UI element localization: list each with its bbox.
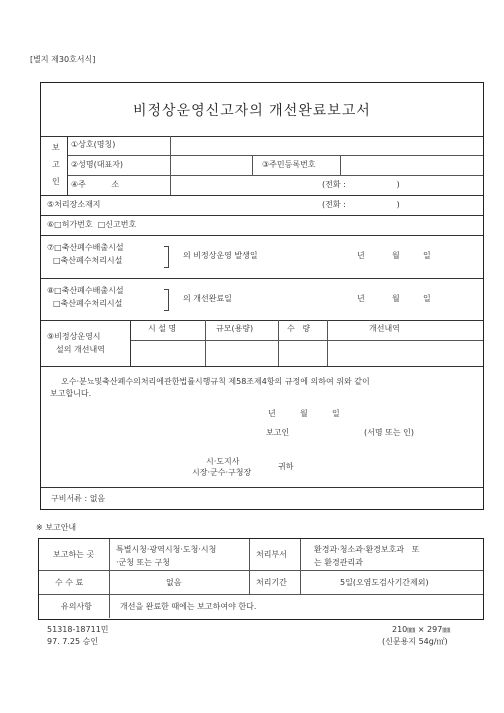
- guide-location-value-1: 특별시청·광역시청·도청·시청: [116, 545, 217, 554]
- footer-code: 51318-18711민: [47, 625, 109, 634]
- statement-line-1: 오수·분뇨및축산폐수의처리에관한법률시행규칙 제58조제4항의 규정에 의하여 위와 같이: [61, 377, 370, 386]
- name-field[interactable]: [171, 156, 251, 174]
- date-day: 일: [332, 409, 340, 418]
- guide-period-label: 처리기간: [256, 578, 287, 587]
- completion-option-1: ⑧□축산폐수배출시설: [47, 286, 124, 295]
- address-phone-label: (전화 : ): [322, 180, 400, 189]
- footer-size: 210㎜ × 297㎜: [392, 625, 451, 634]
- reporter-label-1: 보: [52, 143, 60, 152]
- guide-dept-label: 처리부서: [256, 550, 287, 559]
- occurrence-day: 일: [423, 251, 431, 260]
- occurrence-month: 월: [392, 251, 400, 260]
- trade-name-field[interactable]: [171, 137, 482, 154]
- occurrence-year: 년: [357, 251, 365, 260]
- recipient-line-2: 시장·군수·구청장: [192, 468, 252, 477]
- guide-location-value-2: ·군청 또는 구청: [116, 558, 170, 567]
- improvement-row[interactable]: [131, 341, 482, 365]
- occurrence-option-2: □축산폐수처리시설: [53, 256, 123, 265]
- completion-desc: 의 개선완료일: [183, 294, 232, 303]
- improvement-header-facility: 시 설 명: [148, 324, 177, 333]
- facility-location-label: ⑤처리장소재지: [47, 200, 101, 209]
- guide-location-label: 보고하는 곳: [53, 550, 95, 559]
- improvement-header-details: 개선내역: [369, 324, 400, 333]
- occurrence-desc: 의 비정상운영 발생일: [183, 251, 258, 260]
- footer-approval: 97. 7.25 승인: [47, 637, 99, 646]
- address-label: ④주 소: [71, 180, 120, 189]
- page-title: 비정상운영신고자의 개선완료보고서: [133, 103, 371, 119]
- date-month: 월: [300, 409, 308, 418]
- improvement-header-quantity: 수 량: [287, 324, 311, 333]
- guide-dept-value-1: 환경과·청소과·환경보호과 또: [314, 545, 420, 554]
- date-year: 년: [268, 409, 276, 418]
- statement-line-2: 보고합니다.: [50, 389, 92, 398]
- guide-fee-label: 수 수 료: [55, 578, 84, 587]
- signer-field[interactable]: [300, 425, 358, 439]
- guide-notice-label: 유의사항: [61, 602, 92, 611]
- recipient-suffix: 귀하: [278, 462, 294, 471]
- guide-notice-value: 개선을 완료한 때에는 보고하여야 한다.: [120, 602, 257, 611]
- guide-heading: ※ 보고안내: [36, 523, 77, 532]
- improvement-label-1: ⑨비정상운영시: [47, 332, 101, 341]
- attachments-label: 구비서류 : 없음: [51, 494, 106, 503]
- footer-paper: (신문용지 54g/㎡): [382, 637, 448, 646]
- completion-option-2: □축산폐수처리시설: [53, 299, 123, 308]
- name-label: ②성명(대표자): [71, 160, 124, 169]
- completion-brace: [164, 289, 169, 311]
- completion-day: 일: [423, 294, 431, 303]
- completion-month: 월: [392, 294, 400, 303]
- guide-dept-value-2: 는 환경관리과: [314, 558, 363, 567]
- recipient-line-1: 시·도지사: [206, 457, 240, 466]
- resident-no-label: ③주민등록번호: [262, 160, 316, 169]
- reporter-label-2: 고: [52, 160, 60, 169]
- facility-phone-label: (전화 : ): [322, 200, 400, 209]
- occurrence-option-1: ⑦□축산폐수배출시설: [47, 243, 124, 252]
- improvement-header-capacity: 규모(용량): [216, 324, 254, 333]
- signer-note: (서명 또는 인): [364, 428, 414, 437]
- trade-name-label: ①상호(명칭): [71, 140, 116, 149]
- improvement-label-2: 설의 개선내역: [56, 345, 105, 354]
- guide-fee-value: 없음: [166, 578, 182, 587]
- permit-label: ⑥□허가번호 □신고번호: [47, 220, 137, 229]
- facility-location-field[interactable]: [110, 196, 318, 214]
- reporter-label-3: 인: [52, 177, 60, 186]
- completion-year: 년: [357, 294, 365, 303]
- occurrence-brace: [164, 246, 169, 268]
- guide-period-value: 5일(오염도검사기간제외): [340, 578, 429, 587]
- resident-no-field[interactable]: [341, 156, 482, 174]
- form-number: [별지 제30호서식]: [30, 55, 96, 64]
- signer-label: 보고인: [266, 428, 290, 437]
